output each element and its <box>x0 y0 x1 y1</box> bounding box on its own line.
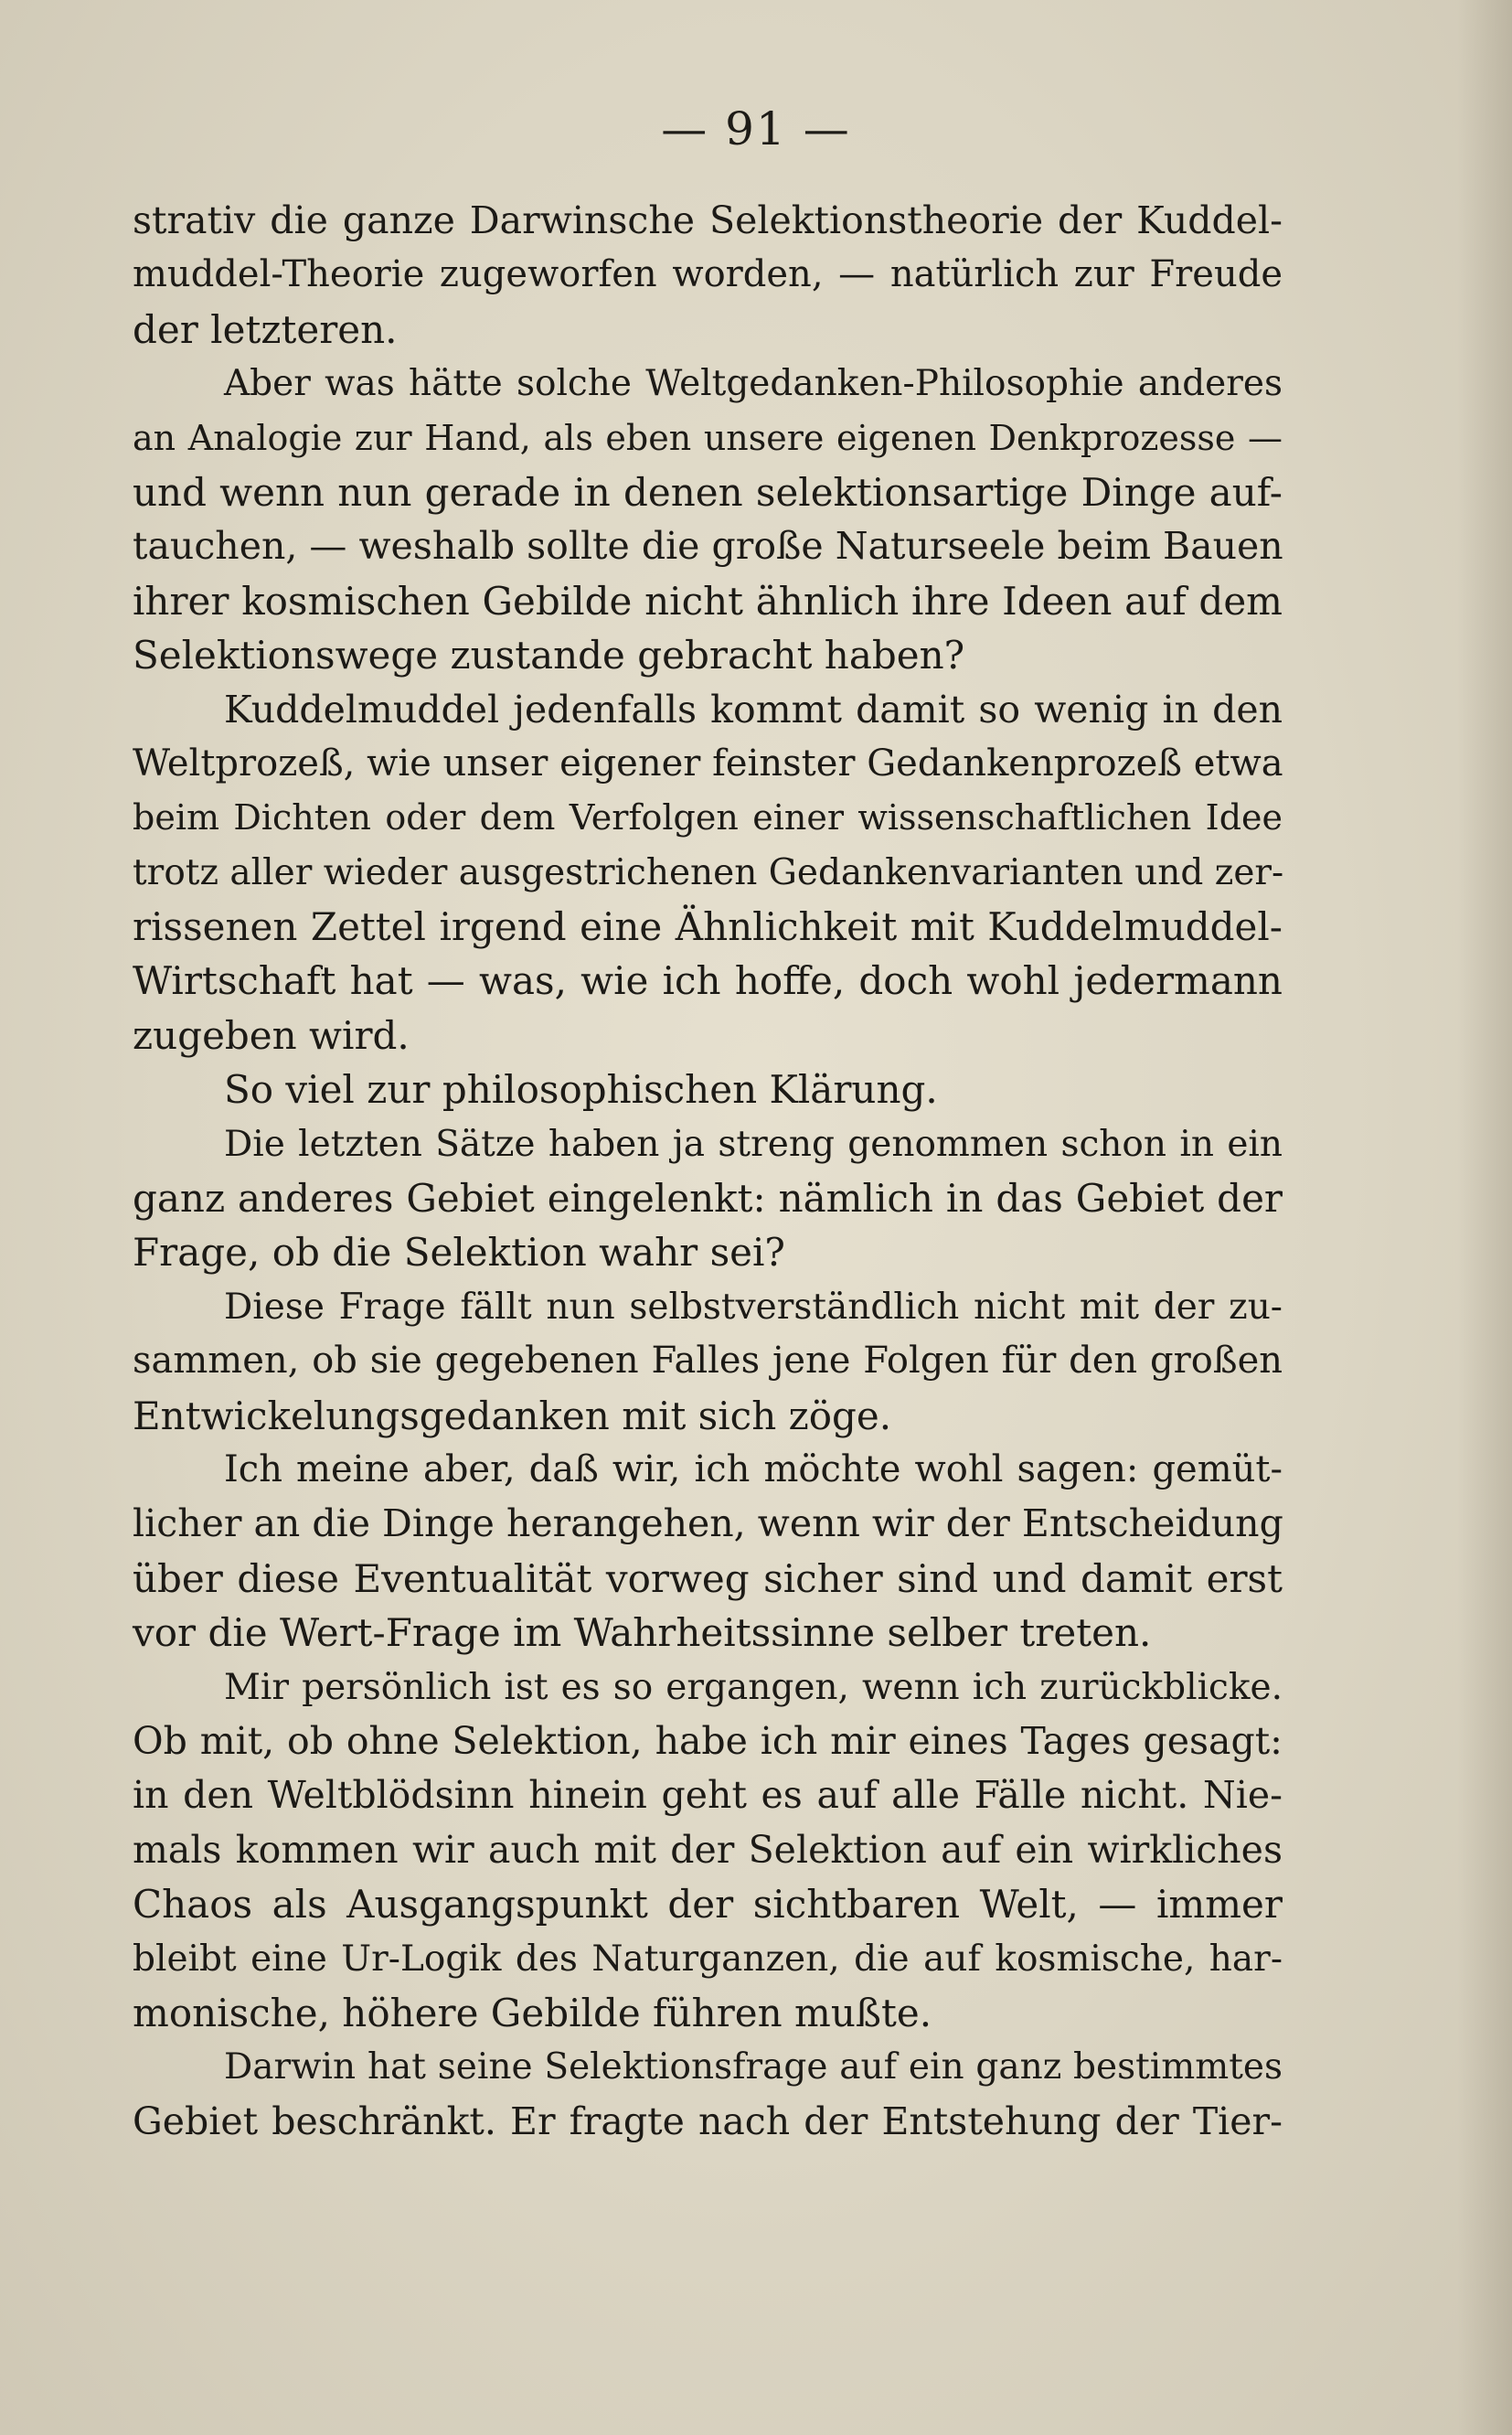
text-line: Kuddelmuddel jedenfalls kommt damit so wenig in den <box>224 687 1283 732</box>
text-line: mals kommen wir auch mit der Selektion auf ein wirkliches <box>133 1827 1283 1872</box>
text-line: Gebiet beschränkt. Er fragte nach der Entstehung der Tier- <box>133 2099 1283 2143</box>
text-line: beim Dichten oder dem Verfolgen einer wissenschaftlichen Idee <box>133 797 1283 838</box>
text-line: Diese Frage fällt nun selbstverständlich nicht mit der zu- <box>224 1286 1283 1328</box>
text-line: Chaos als Ausgangspunkt der sichtbaren Welt, — immer <box>133 1882 1283 1928</box>
text-line: rissenen Zettel irgend eine Ähnlichkeit mit Kuddelmuddel- <box>133 904 1283 950</box>
text-line: strativ die ganze Darwinsche Selektionstheorie der Kuddel- <box>133 198 1283 242</box>
text-line: Aber was hätte solche Weltgedanken-Philosophie anderes <box>224 363 1283 405</box>
page-edge-shadow <box>1457 0 1512 2435</box>
text-line: Die letzten Sätze haben ja streng genommen schon in ein <box>224 1123 1283 1165</box>
text-line: Darwin hat seine Selektionsfrage auf ein ganz bestimmtes <box>224 2046 1283 2088</box>
text-line: sammen, ob sie gegebenen Falles jene Folgen für den großen <box>133 1340 1283 1383</box>
text-line: So viel zur philosophischen Klärung. <box>224 1067 938 1113</box>
text-line: Wirtschaft hat — was, wie ich hoffe, doch wohl jedermann <box>133 958 1283 1004</box>
text-line: tauchen, — weshalb sollte die große Naturseele beim Bauen <box>133 524 1283 569</box>
text-line: ihrer kosmischen Gebilde nicht ähnlich ihre Ideen auf dem <box>133 578 1283 624</box>
text-line: über diese Eventualität vorweg sicher sind und damit erst <box>133 1555 1283 1601</box>
text-line: Ich meine aber, daß wir, ich möchte wohl sagen: gemüt- <box>224 1447 1283 1490</box>
text-line: an Analogie zur Hand, als eben unsere eigenen Denkprozesse — <box>133 417 1283 458</box>
text-line: monische, höhere Gebilde führen mußte. <box>133 1990 932 2035</box>
text-line: und wenn nun gerade in denen selektionsartige Dinge auf- <box>133 469 1283 515</box>
text-line: Selektionswege zustande gebracht haben? <box>133 633 965 678</box>
text-line: vor die Wert-Frage im Wahrheitssinne selber treten. <box>133 1610 1152 1656</box>
page-number: — 91 — <box>661 102 851 155</box>
text-line: der letzteren. <box>133 306 398 352</box>
text-line: Frage, ob die Selektion wahr sei? <box>133 1230 785 1276</box>
body-text <box>133 194 1283 2149</box>
text-line: trotz aller wieder ausgestrichenen Gedankenvarianten und zer- <box>133 851 1284 893</box>
text-line: Ob mit, ob ohne Selektion, habe ich mir eines Tages gesagt: <box>133 1718 1283 1763</box>
text-line: muddel-Theorie zugeworfen worden, — natürlich zur Freude <box>133 253 1283 296</box>
text-line: Weltprozeß, wie unser eigener feinster Gedankenprozeß etwa <box>133 742 1283 785</box>
text-line: Mir persönlich ist es so ergangen, wenn ich zurückblicke. <box>224 1666 1283 1708</box>
text-line: ganz anderes Gebiet eingelenkt: nämlich in das Gebiet der <box>133 1176 1283 1222</box>
text-line: bleibt eine Ur-Logik des Naturganzen, die auf kosmische, har- <box>133 1938 1283 1980</box>
text-line: in den Weltblödsinn hinein geht es auf alle Fälle nicht. Nie- <box>133 1773 1283 1818</box>
text-line: Entwickelungsgedanken mit sich zöge. <box>133 1393 892 1438</box>
text-line: zugeben wird. <box>133 1012 410 1058</box>
text-line: licher an die Dinge herangehen, wenn wir der Entscheidung <box>133 1501 1283 1546</box>
